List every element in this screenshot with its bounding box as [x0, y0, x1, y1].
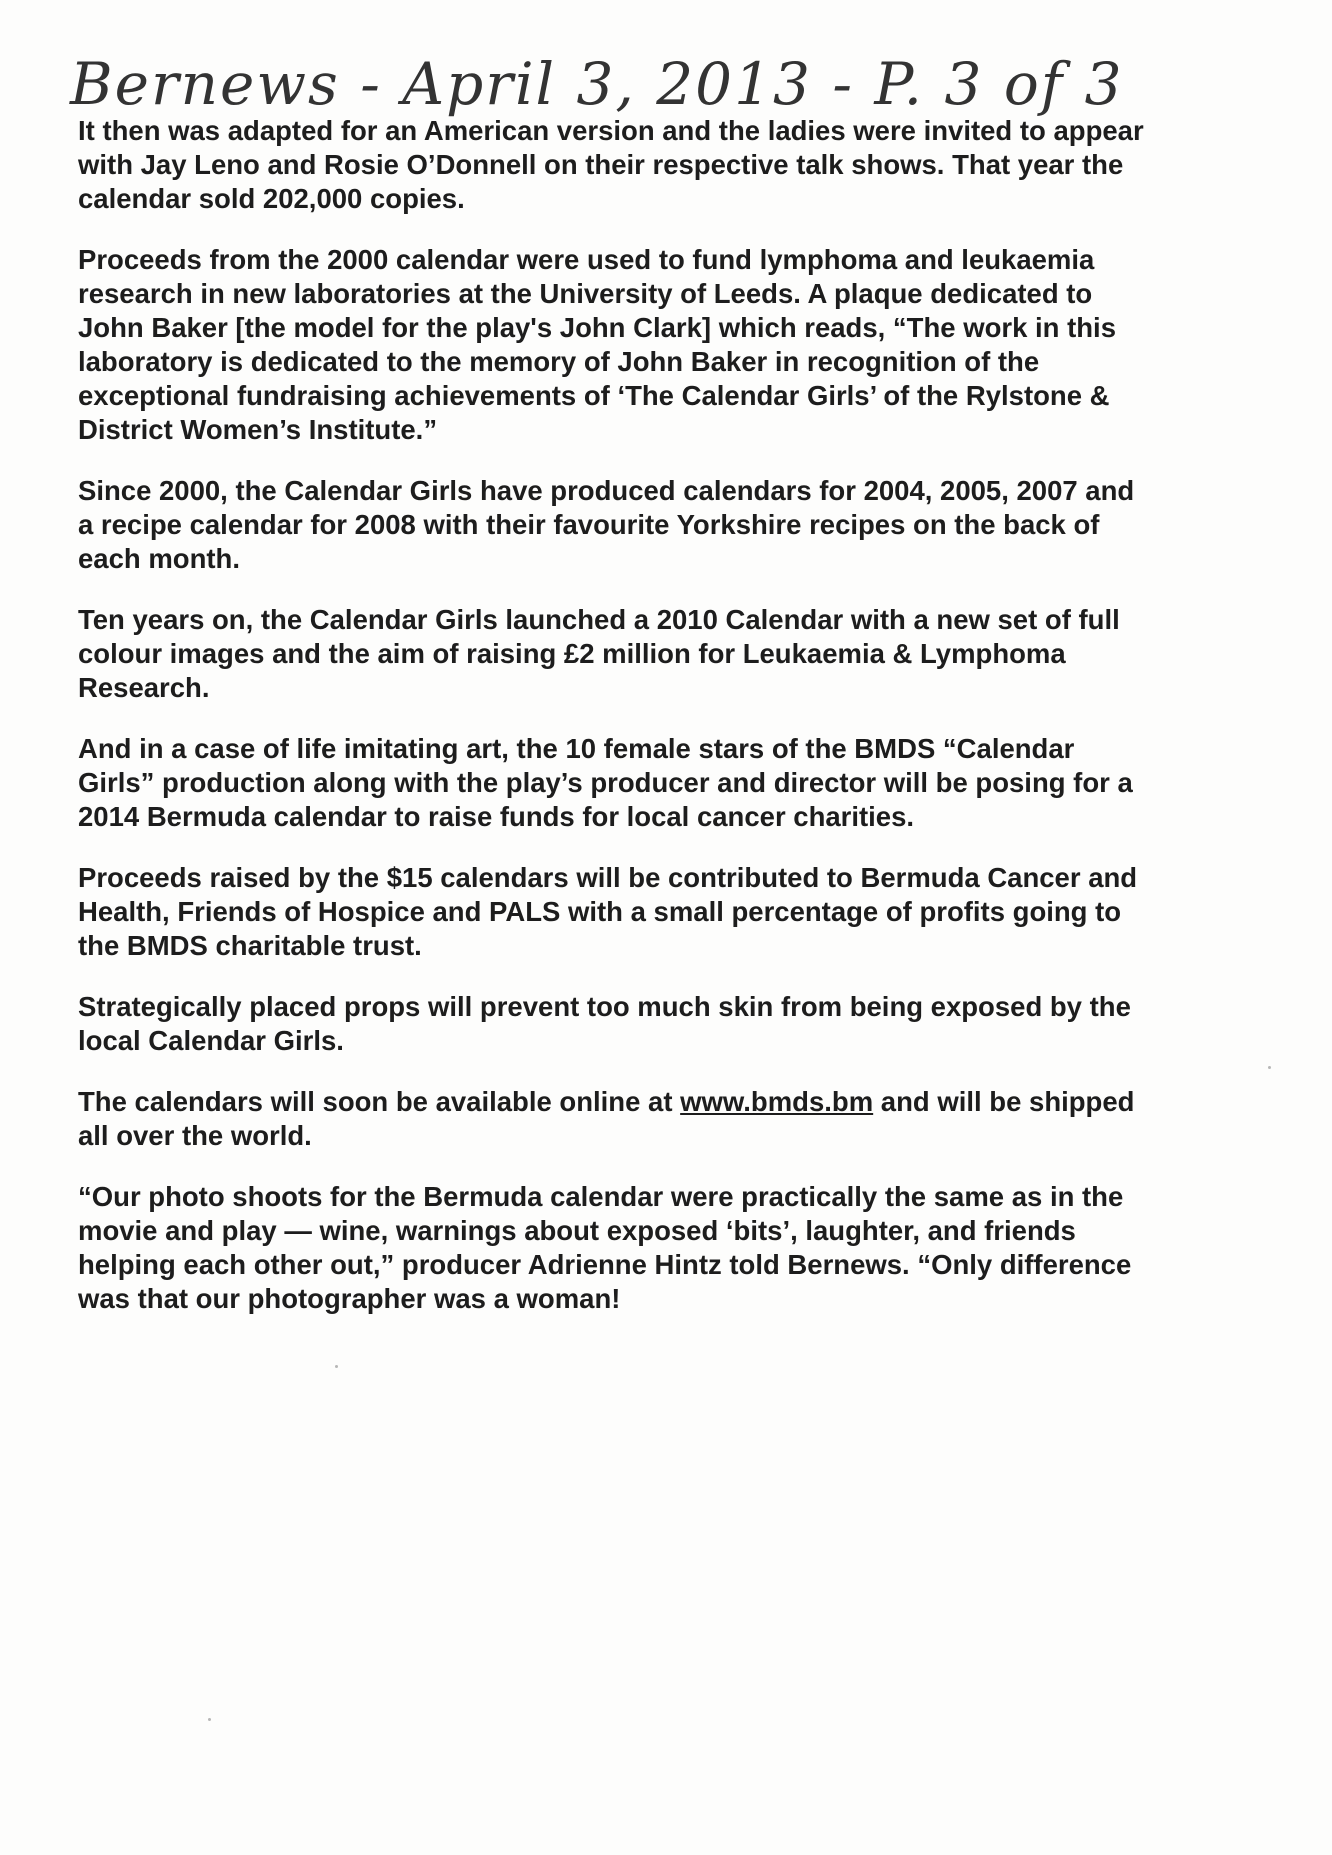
- scan-speck: [1268, 1066, 1271, 1069]
- online-text-after: and will be shipped all over the world.: [78, 1086, 1135, 1151]
- article-body: [78, 114, 1258, 1343]
- handwritten-header: [70, 42, 1124, 122]
- paragraph-life-imitating-art: And in a case of life imitating art, the 10 female stars of the BMDS “Calendar Girls” production along with the play’s producer and director will be posing for a 2014 Bermuda calendar to raise funds for local cancer charities.: [78, 733, 1133, 832]
- handwritten-note: Bernews - April 3, 2013 - P. 3 of 3: [70, 50, 1124, 118]
- handwritten-header-svg: [70, 42, 1124, 122]
- online-text-before: The calendars will soon be available online at: [78, 1086, 681, 1117]
- paragraph-proceeds-bermuda: Proceeds raised by the $15 calendars will be contributed to Bermuda Cancer and Health, Friends of Hospice and PALS with a small percentage of profits going to the BMDS charitable trust.: [78, 862, 1138, 961]
- paragraph-online-availability: [78, 1085, 1258, 1153]
- bmds-website-link[interactable]: www.bmds.bm: [680, 1086, 874, 1117]
- paragraph-ten-years-on: Ten years on, the Calendar Girls launched a 2010 Calendar with a new set of full colour images and the aim of raising £2 million for Leukaemia & Lymphoma Research.: [78, 604, 1120, 703]
- paragraph-later-calendars: Since 2000, the Calendar Girls have produced calendars for 2004, 2005, 2007 and a recipe calendar for 2008 with their favourite Yorkshire recipes on the back of each month.: [78, 475, 1135, 574]
- paragraph-american-version: It then was adapted for an American version and the ladies were invited to appear with Jay Leno and Rosie O’Donnell on their respective talk shows. That year the calendar sold 202,000 copies.: [78, 115, 1144, 214]
- scan-speck: [208, 1718, 211, 1721]
- scan-speck: [335, 1365, 338, 1368]
- paragraph-producer-quote: “Our photo shoots for the Bermuda calendar were practically the same as in the movie and play — wine, warnings about exposed ‘bits’, laughter, and friends helping each other out,” producer Adrienne Hintz told Bernews. “Only difference was that our photographer was a woman!: [78, 1181, 1132, 1314]
- paragraph-props: Strategically placed props will prevent too much skin from being exposed by the local Calendar Girls.: [78, 991, 1131, 1056]
- paragraph-proceeds-leeds: Proceeds from the 2000 calendar were used to fund lymphoma and leukaemia research in new laboratories at the University of Leeds. A plaque dedicated to John Baker [the model for the play's John Clark] which reads, “The work in this laboratory is dedicated to the memory of John Baker in recognition of the exceptional fundraising achievements of ‘The Calendar Girls’ of the Rylstone & District Women’s Institute.”: [78, 244, 1116, 445]
